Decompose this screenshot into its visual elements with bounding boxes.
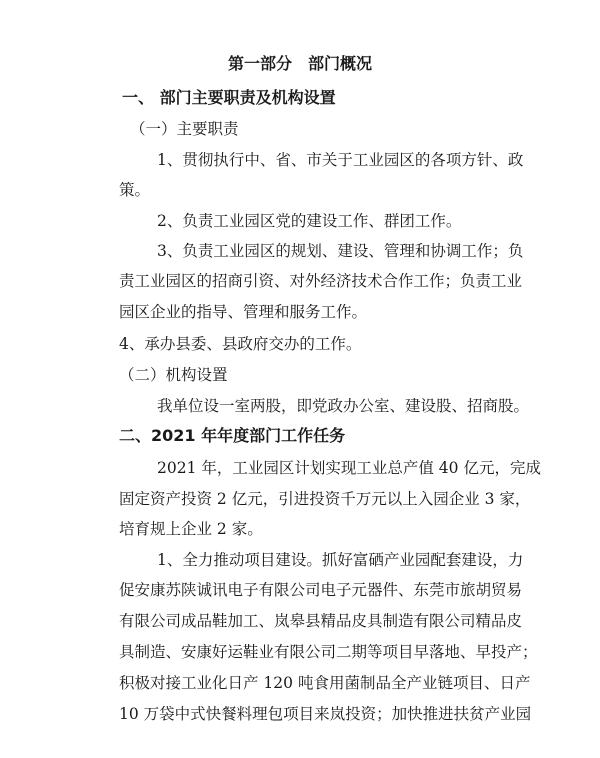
duty-item-1-line-1: 1、贯彻执行中、省、市关于工业园区的各项方针、政 bbox=[157, 151, 524, 169]
section-heading-tasks: 二、2021 年年度部门工作任务 bbox=[119, 426, 346, 445]
task-1-line-5: 积极对接工业化日产 120 吨食用菌制品全产业链项目、日产 bbox=[119, 674, 531, 692]
page-title: 第一部分 部门概况 bbox=[227, 54, 372, 73]
task-intro-line-1: 2021 年，工业园区计划实现工业总产值 40 亿元，完成 bbox=[157, 459, 541, 477]
task-1-line-2: 促安康苏陕诚讯电子有限公司电子元器件、东莞市旅胡贸易 bbox=[119, 581, 523, 599]
duty-item-1-line-2: 策。 bbox=[119, 181, 151, 199]
duty-item-3-line-1: 3、负责工业园区的规划、建设、管理和协调工作；负 bbox=[157, 242, 524, 260]
duty-item-4: 4、承办县委、县政府交办的工作。 bbox=[119, 335, 362, 353]
duty-item-3-line-3: 园区企业的指导、管理和服务工作。 bbox=[119, 303, 368, 321]
organization-text: 我单位设一室两股，即党政办公室、建设股、招商股。 bbox=[157, 397, 530, 415]
subheading-main-duties: （一）主要职责 bbox=[130, 120, 239, 138]
task-1-line-6: 10 万袋中式快餐料理包项目来岚投资；加快推进扶贫产业园 bbox=[119, 705, 532, 723]
duty-item-2: 2、负责工业园区党的建设工作、群团工作。 bbox=[157, 212, 462, 230]
task-intro-line-2: 固定资产投资 2 亿元，引进投资千万元以上入园企业 3 家， bbox=[119, 490, 531, 508]
task-intro-line-3: 培育规上企业 2 家。 bbox=[119, 520, 263, 538]
task-1-line-4: 具制造、安康好运鞋业有限公司二期等项目早落地、早投产； bbox=[119, 643, 538, 661]
section-heading-duties: 一、 部门主要职责及机构设置 bbox=[122, 88, 336, 107]
subheading-organization: （二）机构设置 bbox=[119, 366, 228, 384]
task-1-line-1: 1、全力推动项目建设。抓好富硒产业园配套建设，力 bbox=[157, 551, 524, 569]
task-1-line-3: 有限公司成品鞋加工、岚皋县精品皮具制造有限公司精品皮 bbox=[119, 612, 523, 630]
duty-item-3-line-2: 责工业园区的招商引资、对外经济技术合作工作；负责工业 bbox=[119, 272, 523, 290]
